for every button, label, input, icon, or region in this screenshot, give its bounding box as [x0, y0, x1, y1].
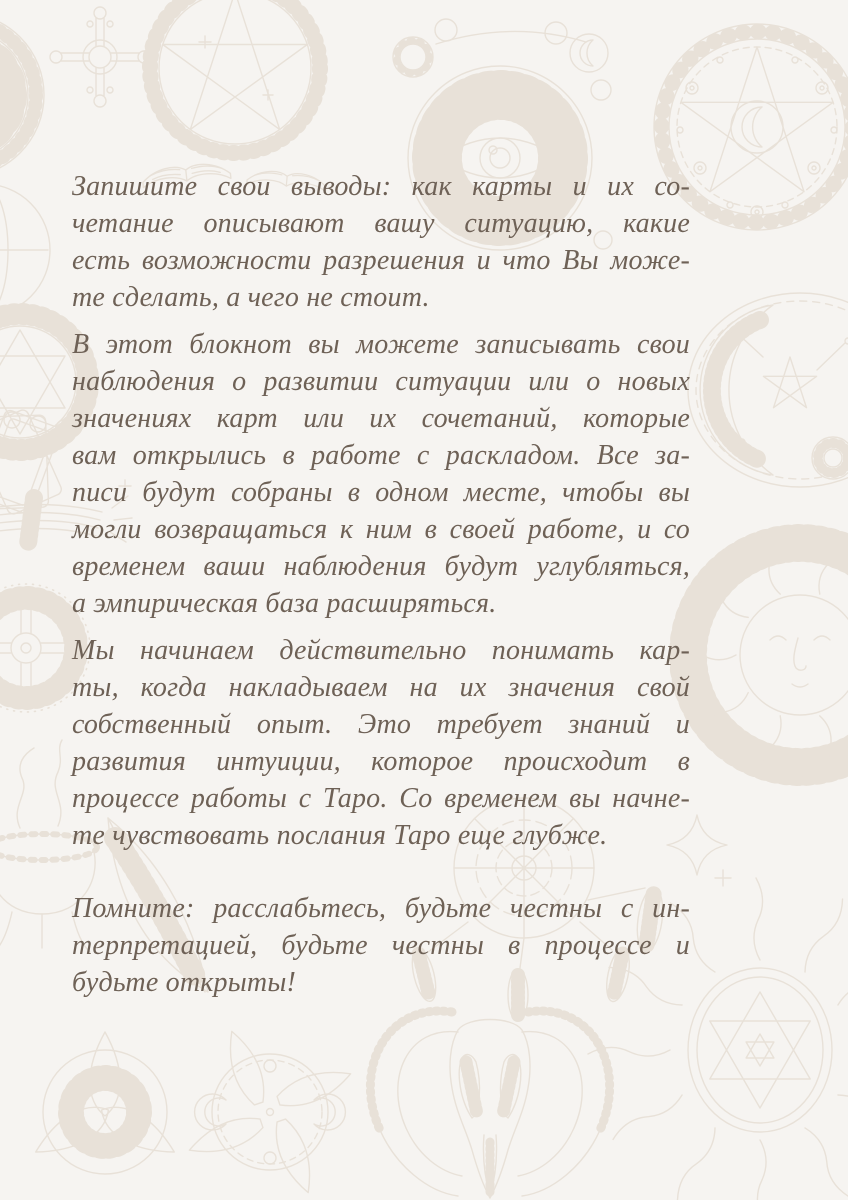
paragraph [72, 168, 690, 316]
ram-skull-icon [370, 1011, 609, 1198]
page-text [72, 168, 690, 1011]
gear-circle-icon [812, 437, 848, 479]
triquetra-icon [28, 1032, 182, 1174]
text-line: В этот блокнот вы можете записывать свои [72, 329, 690, 360]
celtic-knot-icon [189, 1031, 351, 1193]
text-line: писи будут собраны в одном месте, чтобы вы [72, 477, 690, 508]
tarot-cards-icon [0, 408, 72, 516]
text-line: наблюдения о развитии ситуации или о новых [72, 366, 690, 397]
text-line: есть возможности разрешения и что Вы може- [72, 245, 690, 276]
cross-fleury-icon [50, 7, 150, 107]
text-line: четание описывают вашу ситуацию, какие [72, 208, 690, 239]
text-line: те сделать, а чего не стоит. [72, 282, 430, 313]
sun-flower-icon [393, 37, 433, 77]
text-line: ты, когда накладываем на их значения свой [72, 672, 690, 703]
text-line: терпретацией, будьте честны в процессе и [72, 930, 690, 961]
text-line: Мы начинаем действительно понимать кар- [72, 635, 690, 666]
sun-face-icon [670, 530, 848, 785]
text-line: будьте открыты! [72, 967, 297, 998]
pentagram-sun-icon [150, 0, 320, 153]
text-line: процессе работы с Таро. Со временем вы начне- [72, 783, 690, 814]
paragraph [72, 632, 690, 854]
text-line: те чувствовать послания Таро еще глубже. [72, 820, 608, 851]
text-line: значениях карт или их сочетаний, которые [72, 403, 690, 434]
text-line: вам открылись в работе с раскладом. Все за- [72, 440, 690, 471]
text-line: собственный опыт. Это требует знаний и [72, 709, 690, 740]
wheel-icon [0, 13, 44, 177]
paragraph [72, 326, 690, 622]
globe-icon [0, 184, 50, 316]
text-line: а эмпирическая база расширяться. [72, 588, 497, 619]
moon-star-seal-icon [688, 293, 848, 487]
text-line: Запишите свои выводы: как карты и их со- [72, 171, 690, 202]
text-line: временем ваши наблюдения будут углубляться, [72, 551, 690, 582]
text-line: могли возвращаться к ним в своей работе, и со [72, 514, 690, 545]
paragraph [72, 890, 690, 1001]
text-line: Помните: расслабьтесь, будьте честны с ин- [72, 893, 690, 924]
text-line: развития интуиции, которое происходит в [72, 746, 690, 777]
